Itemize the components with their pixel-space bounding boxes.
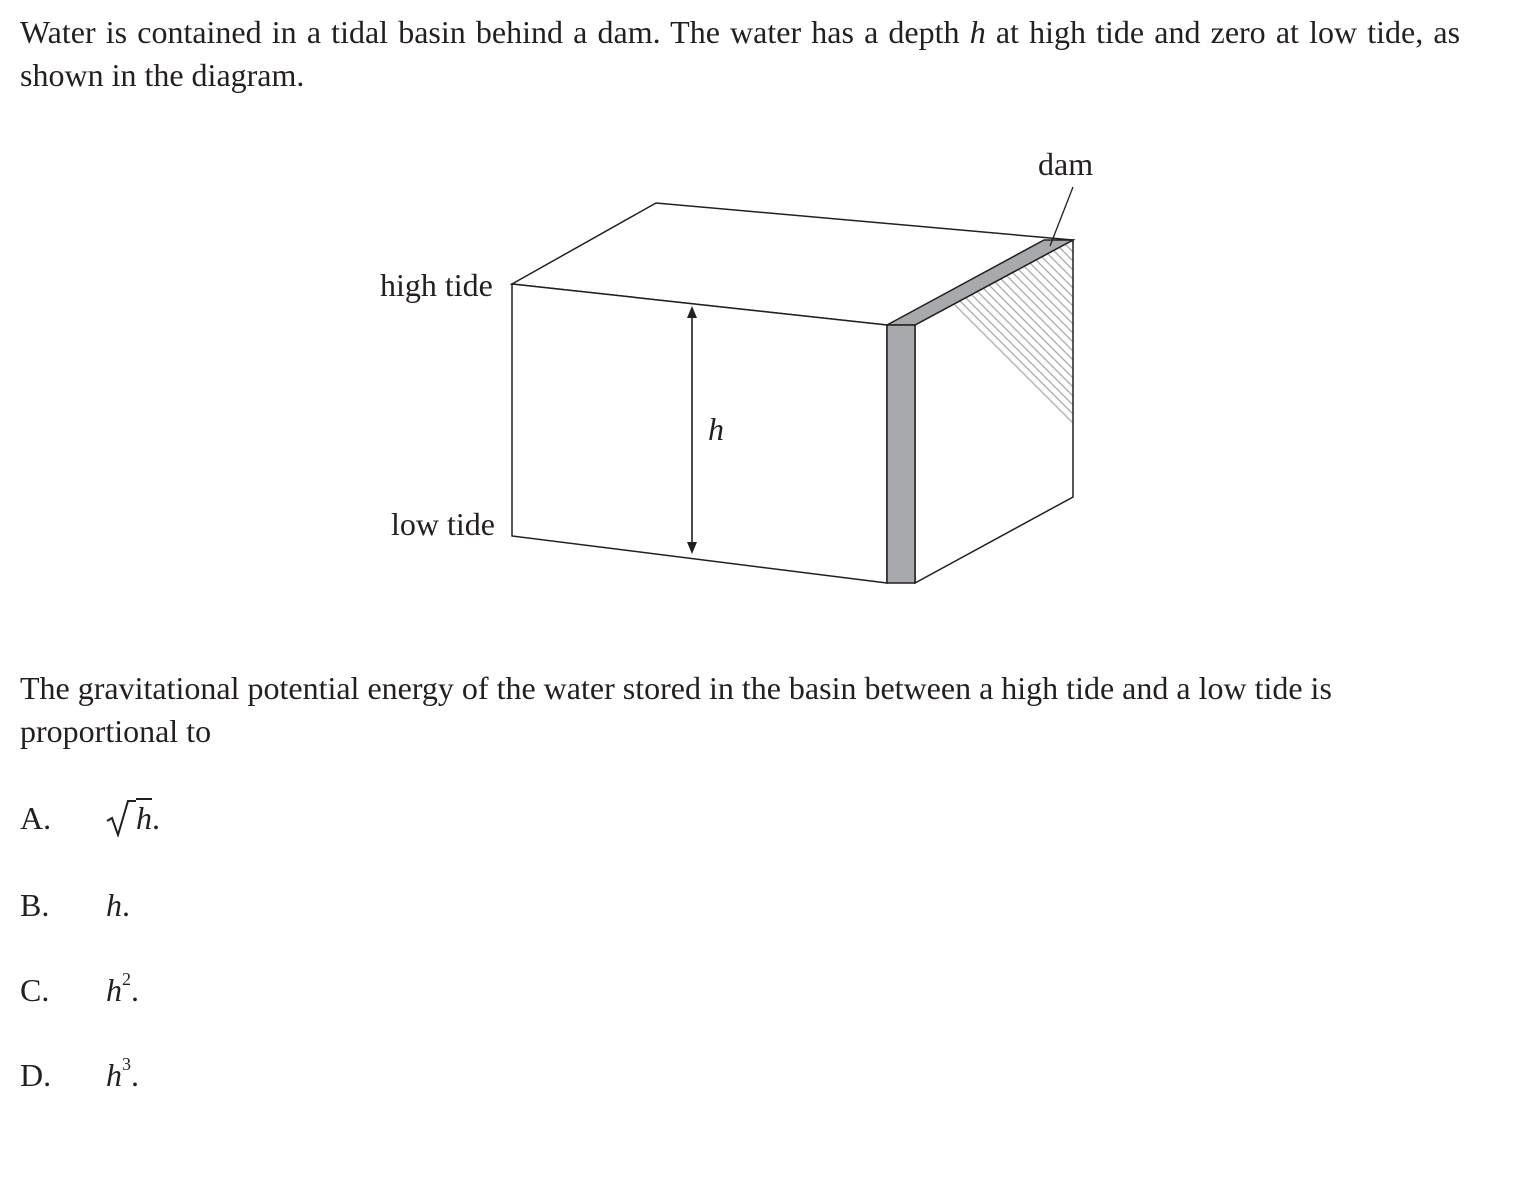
- option-b-value: [106, 885, 130, 925]
- hatch-line: [1069, 230, 1429, 590]
- hatch-line: [1222, 230, 1538, 590]
- high-tide-label: high tide: [380, 267, 493, 303]
- hatch-line: [1096, 230, 1456, 590]
- hatch-line: [1213, 230, 1538, 590]
- option-d-value: [106, 1055, 139, 1095]
- hatch-line: [1033, 230, 1393, 590]
- option-c[interactable]: [20, 970, 139, 1010]
- hatch-line: [1123, 230, 1483, 590]
- basin-front-face: [512, 284, 887, 583]
- hatch-line: [1150, 230, 1510, 590]
- option-a-value: [106, 798, 160, 838]
- height-label-h: h: [708, 411, 724, 447]
- option-a[interactable]: [20, 798, 160, 838]
- option-b[interactable]: [20, 885, 130, 925]
- hatch-line: [1177, 230, 1537, 590]
- hatch-line: [1042, 230, 1402, 590]
- hatch-line: [1087, 230, 1447, 590]
- hatch-line: [1078, 230, 1438, 590]
- option-c-value: [106, 970, 139, 1010]
- hatch-line: [1024, 230, 1384, 590]
- option-d[interactable]: [20, 1055, 139, 1095]
- hatch-line: [1060, 230, 1420, 590]
- hatch-line: [1168, 230, 1528, 590]
- hatch-line: [1105, 230, 1465, 590]
- option-c-exponent: 2: [122, 969, 131, 990]
- option-d-exponent: 3: [122, 1054, 131, 1075]
- option-a-letter: A.: [20, 800, 52, 836]
- stem-variable-h: h: [969, 14, 986, 50]
- option-c-letter: C.: [20, 972, 50, 1008]
- hatch-line: [1159, 230, 1519, 590]
- stem-part2: at high tide and zero at low tide, as shown in the diagram.: [20, 14, 1461, 93]
- option-d-base: h: [106, 1057, 122, 1093]
- hatch-line: [1231, 230, 1538, 590]
- option-a-base: $\overline{h}$: [136, 800, 152, 836]
- hatch-line: [1141, 230, 1501, 590]
- hatch-line: [1186, 230, 1538, 590]
- option-d-letter: D.: [20, 1057, 52, 1093]
- hatch-line: [1195, 230, 1538, 590]
- option-a-suffix: .: [152, 800, 160, 836]
- hatch-line: [1051, 230, 1411, 590]
- low-tide-label: low tide: [391, 506, 495, 542]
- option-d-suffix: .: [131, 1057, 139, 1093]
- stem-part1: Water is contained in a tidal basin behind a dam. The water has a depth: [20, 14, 960, 50]
- option-b-letter: B.: [20, 887, 50, 923]
- dam-front-face: [887, 325, 915, 583]
- option-b-suffix: .: [122, 887, 130, 923]
- dam-label: dam: [1038, 146, 1094, 182]
- question-continuation: The gravitational potential energy of the water stored in the basin between a high tide and a low tide is proportional to: [20, 670, 1332, 749]
- hatch-line: [1114, 230, 1474, 590]
- option-c-base: h: [106, 972, 122, 1008]
- hatch-line: [1204, 230, 1538, 590]
- square-root-icon: [106, 799, 136, 837]
- hatch-line: [1132, 230, 1492, 590]
- option-b-base: h: [106, 887, 122, 923]
- option-c-suffix: .: [131, 972, 139, 1008]
- dam-leader-line: [1050, 187, 1073, 246]
